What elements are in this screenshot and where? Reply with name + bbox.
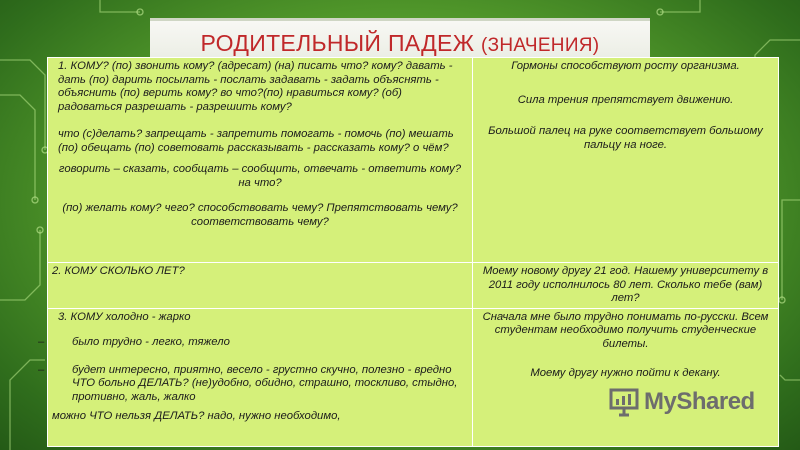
row1-right-cell <box>473 58 779 263</box>
row2-example: Моему новому другу 21 год. Нашему университету в 2011 году исполнилось 80 лет. Сколько тебе (вам) лет? <box>482 265 769 304</box>
row1-example-2: Сила трения препятствует движению. <box>517 93 734 106</box>
page-title <box>201 30 600 57</box>
title-main: РОДИТЕЛЬНЫЙ ПАДЕЖ <box>200 29 475 56</box>
row3-left-cell <box>48 308 473 447</box>
row1-left-cell <box>48 58 473 263</box>
table-row <box>48 308 779 447</box>
row3-right-cell <box>473 308 779 447</box>
row2-left-cell <box>48 263 473 309</box>
row3-heading: 3. КОМУ холодно - жарко <box>58 310 191 323</box>
row1-p3: говорить – сказать, сообщать – сообщить, отвечать - ответить кому? на что? <box>58 163 462 189</box>
row2-right-cell <box>473 263 779 309</box>
row3-bullet-1: – было трудно - легко, тяжело <box>52 336 468 350</box>
row1-p1: 1. КОМУ? (по) звонить кому? (адресат) (на) писать что? кому? давать - дать (по) дарить посылать - послать задавать - задать объяснять - объяснить (по) верить кому? во что?(по) нравиться кому? (об) радоваться разрешать - разрешить кому? <box>58 60 453 113</box>
row3-p4: можно ЧТО нельзя ДЕЛАТЬ? надо, нужно необходимо, <box>52 410 341 422</box>
row1-example-1: Гормоны способствуют росту организма. <box>511 60 740 72</box>
presentation-icon <box>608 387 640 417</box>
row1-p2: что (с)делать? запрещать - запретить помогать - помочь (по) мешать (по) обещать (по) советовать рассказывать - рассказать кому? о чём? <box>58 128 454 154</box>
row3-example-1: Сначала мне было трудно понимать по-русски. Всем студентам необходимо получить студенческие билеты. <box>482 310 769 350</box>
row2-heading: 2. КОМУ СКОЛЬКО ЛЕТ? <box>52 265 185 277</box>
title-paren: (ЗНАЧЕНИЯ) <box>480 34 600 56</box>
table-row <box>48 263 779 309</box>
watermark-logo <box>608 387 755 417</box>
row3-example-2: Моему другу нужно пойти к декану. <box>530 367 721 379</box>
row1-example-3: Большой палец на руке соответствует большому пальцу на ноге. <box>488 125 763 151</box>
watermark-text: MyShared <box>644 388 755 415</box>
row1-p4: (по) желать кому? чего? способствовать чему? Препятствовать чему? соответствовать чему? <box>62 202 458 228</box>
row3-bullet-2: – будет интересно, приятно, весело - грустно скучно, полезно - вредно ЧТО больно ДЕЛАТЬ? (не)удобно, обидно, страшно, тоскливо, стыдно, противно, жаль, жалко <box>52 364 468 405</box>
table-row <box>48 58 779 263</box>
